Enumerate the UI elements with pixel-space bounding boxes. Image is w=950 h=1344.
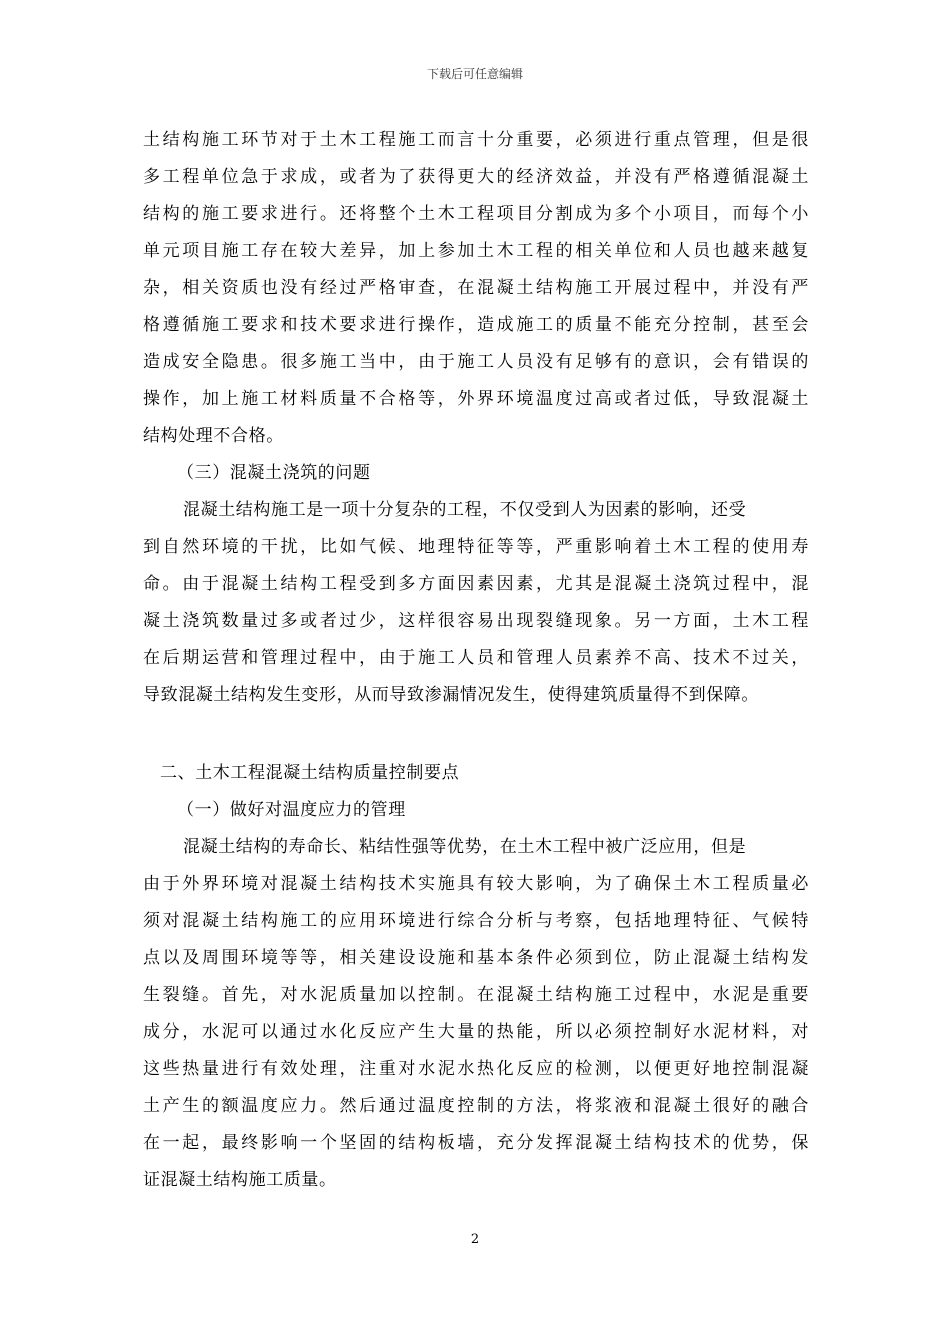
paragraph-line: 造成安全隐患。很多施工当中，由于施工人员没有足够有的意识，会有错误的 xyxy=(143,352,809,372)
paragraph-line: 证混凝土结构施工质量。 xyxy=(143,1170,337,1190)
paragraph-line: 多工程单位急于求成，或者为了获得更大的经济效益，并没有严格遵循混凝土 xyxy=(143,167,809,187)
subsection-heading: （一）做好对温度应力的管理 xyxy=(177,800,406,820)
section-spacer xyxy=(143,714,809,755)
paragraph-line: 在一起，最终影响一个坚固的结构板墙，充分发挥混凝土结构技术的优势，保 xyxy=(143,1133,809,1153)
paragraph-line: 土产生的额温度应力。然后通过温度控制的方法，将浆液和混凝土很好的融合 xyxy=(143,1096,809,1116)
paragraph-line: 点以及周围环境等等，相关建设设施和基本条件必须到位，防止混凝土结构发 xyxy=(143,948,809,968)
paragraph-line: 这些热量进行有效处理，注重对水泥水热化反应的检测，以便更好地控制混凝 xyxy=(143,1059,809,1079)
paragraph-line: 结构的施工要求进行。还将整个土木工程项目分割成为多个小项目，而每个小 xyxy=(143,204,809,224)
subsection-heading: （三）混凝土浇筑的问题 xyxy=(177,463,371,483)
page-header: 下载后可任意编辑 xyxy=(426,67,523,81)
paragraph-line: 单元项目施工存在较大差异，加上参加土木工程的相关单位和人员也越来越复 xyxy=(143,241,809,261)
paragraph-line: 成分，水泥可以通过水化反应产生大量的热能，所以必须控制好水泥材料，对 xyxy=(143,1022,809,1042)
paragraph-line: 杂，相关资质也没有经过严格审查，在混凝土结构施工开展过程中，并没有严 xyxy=(143,278,809,298)
section-heading: 二、土木工程混凝土结构质量控制要点 xyxy=(160,763,460,783)
paragraph-line: 格遵循施工要求和技术要求进行操作，造成施工的质量不能充分控制，甚至会 xyxy=(143,315,809,335)
paragraph-line: 混凝土结构施工是一项十分复杂的工程，不仅受到人为因素的影响，还受 xyxy=(183,500,747,520)
paragraph-line: 结构处理不合格。 xyxy=(143,426,284,446)
paragraph-line: 生裂缝。首先，对水泥质量加以控制。在混凝土结构施工过程中，水泥是重要 xyxy=(143,985,809,1005)
document-body xyxy=(143,122,809,1199)
paragraph-line: 导致混凝土结构发生变形，从而导致渗漏情况发生，使得建筑质量得不到保障。 xyxy=(143,685,759,705)
paragraph-line: 须对混凝土结构施工的应用环境进行综合分析与考察，包括地理特征、气候特 xyxy=(143,911,809,931)
paragraph-line: 命。由于混凝土结构工程受到多方面因素因素，尤其是混凝土浇筑过程中，混 xyxy=(143,574,809,594)
paragraph-line: 混凝土结构的寿命长、粘结性强等优势，在土木工程中被广泛应用，但是 xyxy=(183,837,747,857)
paragraph-line: 操作，加上施工材料质量不合格等，外界环境温度过高或者过低，导致混凝土 xyxy=(143,389,809,409)
page-number: 2 xyxy=(470,1232,480,1247)
paragraph-line: 由于外界环境对混凝土结构技术实施具有较大影响，为了确保土木工程质量必 xyxy=(143,874,809,894)
paragraph-line: 土结构施工环节对于土木工程施工而言十分重要，必须进行重点管理，但是很 xyxy=(143,130,809,150)
paragraph-line: 到自然环境的干扰，比如气候、地理特征等等，严重影响着土木工程的使用寿 xyxy=(143,537,809,557)
paragraph-line: 在后期运营和管理过程中，由于施工人员和管理人员素养不高、技术不过关， xyxy=(143,648,809,668)
paragraph-line: 凝土浇筑数量过多或者过少，这样很容易出现裂缝现象。另一方面，土木工程 xyxy=(143,611,809,631)
